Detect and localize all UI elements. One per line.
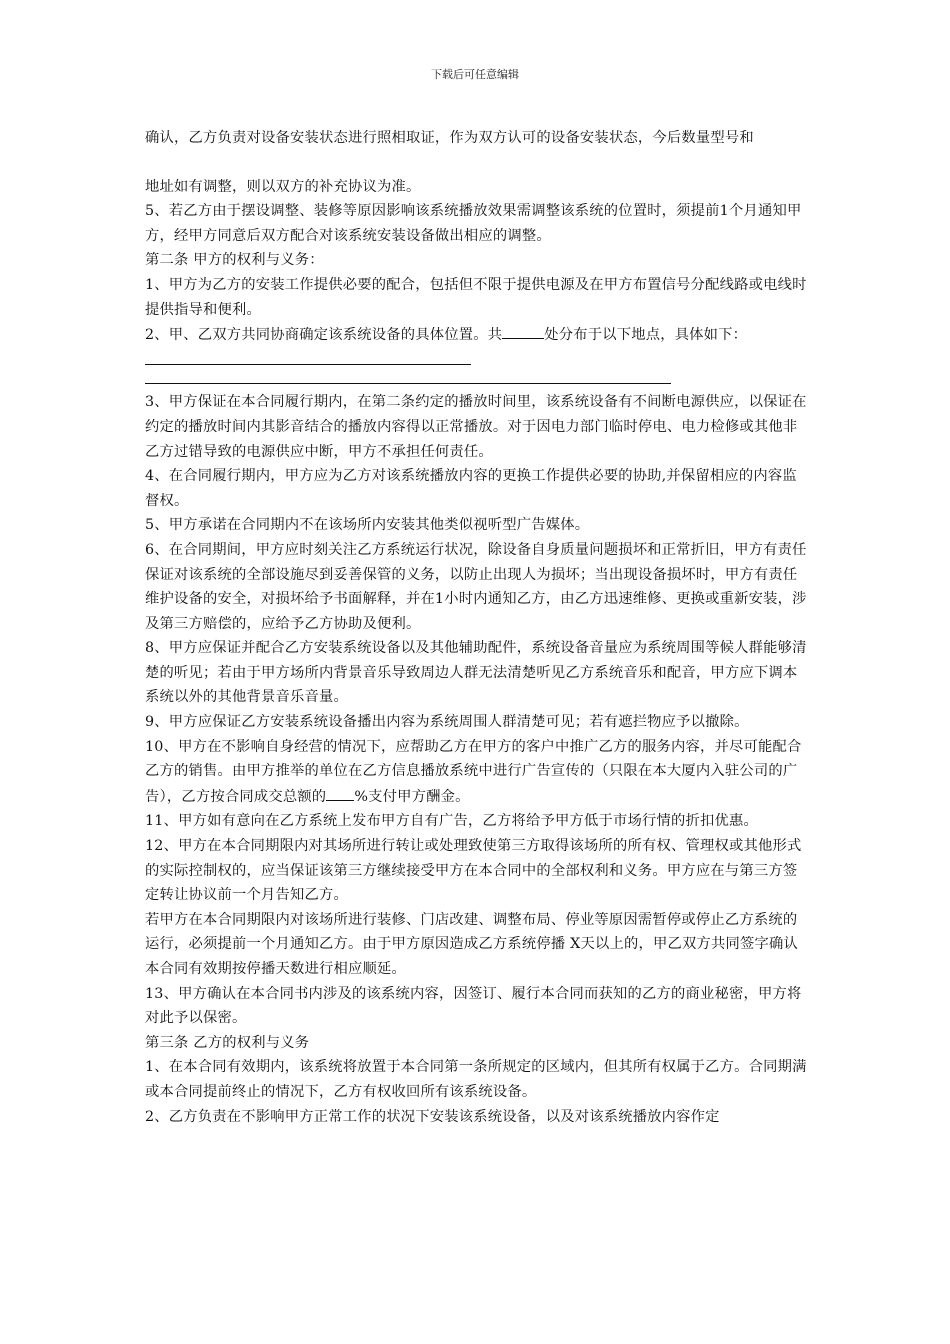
document-body: [145, 126, 810, 1129]
paragraph-clause-2-4: 4、在合同履行期内，甲方应为乙方对该系统播放内容的更换工作提供必要的协助,并保留相应的内容监督权。: [145, 468, 797, 509]
clause-2-2-text-start: 2、甲、乙双方共同协商确定该系统设备的具体位置。共: [145, 327, 503, 344]
clause-2-2-text-end: 处分布于以下地点，具体如下：: [544, 327, 748, 344]
paragraph-clause-2-12: 12、甲方在本合同期限内对其场所进行转让或处理致使第三方取得该场所的所有权、管理权或其他形式的实际控制权的，应当保证该第三方继续接受甲方在本合同中的全部权利和义务。甲方应在与第三方签定转让协议前一个月告知乙方。: [145, 838, 802, 904]
paragraph-clause-2-1: 1、甲方为乙方的安装工作提供必要的配合，包括但不限于提供电源及在甲方布置信号分配线路或电线时提供指导和便利。: [145, 276, 807, 318]
paragraph-address-adjustment: 地址如有调整，则以双方的补充协议为准。: [145, 178, 421, 195]
paragraph-renovation-notice: 若甲方在本合同期限内对该场所进行装修、门店改建、调整布局、停业等原因需暂停或停止乙方系统的运行，必须提前一个月通知乙方。由于甲方原因造成乙方系统停播 X天以上的，甲乙双方共同签字确认本合同有效期按停播天数进行相应顺延。: [145, 911, 798, 977]
paragraph-clause-2-2: [145, 322, 810, 373]
paragraph-clause-2-8: 8、甲方应保证并配合乙方安装系统设备以及其他辅助配件，系统设备音量应为系统周围等候人群能够清楚的听见；若由于甲方场所内背景音乐导致周边人群无法清楚听见乙方系统音乐和配音，甲方应下调本系统以外的其他背景音乐音量。: [145, 640, 807, 706]
paragraph-clause-2-6: 6、在合同期间，甲方应时刻关注乙方系统运行状况，除设备自身质量问题损坏和正常折旧，甲方有责任保证对该系统的全部设施尽到妥善保管的义务，以防止出现人为损坏；当出现设备损坏时，甲方有责任维护设备的安全，对损坏给予书面解释，并在1小时内通知乙方，由乙方迅速维修、更换或重新安装，涉及第三方赔偿的，应给予乙方协助及便利。: [145, 541, 807, 632]
location-detail-blank: [145, 348, 471, 365]
paragraph-clause-3-1: 1、在本合同有效期内，该系统将放置于本合同第一条所规定的区域内，但其所有权属于乙方。合同期满或本合同提前终止的情况下，乙方有权收回所有该系统设备。: [145, 1059, 807, 1100]
paragraph-clause-2-13: 13、甲方确认在本合同书内涉及的该系统内容，因签订、履行本合同而获知的乙方的商业秘密，甲方将对此予以保密。: [145, 985, 802, 1027]
location-count-blank: [502, 322, 544, 339]
paragraph-confirmation: 确认，乙方负责对设备安装状态进行照相取证，作为双方认可的设备安装状态，今后数量型号和: [145, 130, 754, 146]
paragraph-clause-1-5: 5、若乙方由于摆设调整、装修等原因影响该系统播放效果需调整该系统的位置时，须提前1个月通知甲方，经甲方同意后双方配合对该系统安装设备做出相应的调整。: [145, 203, 802, 244]
paragraph-clause-3-2: 2、乙方负责在不影响甲方正常工作的状况下安装该系统设备，以及对该系统播放内容作定: [145, 1108, 720, 1125]
section-heading-article-3: 第三条 乙方的权利与义务: [145, 1034, 310, 1051]
paragraph-clause-2-5: 5、甲方承诺在合同期内不在该场所内安装其他类似视听型广告媒体。: [145, 517, 590, 534]
clause-2-10-text-end: %支付甲方酬金。: [354, 788, 470, 805]
fill-in-line: [145, 373, 671, 384]
section-heading-article-2: 第二条 甲方的权利与义务：: [145, 252, 324, 269]
paragraph-clause-2-3: 3、甲方保证在本合同履行期内，在第二条约定的播放时间里，该系统设备有不间断电源供应，以保证在约定的播放时间内其影音结合的播放内容得以正常播放。对于因电力部门临时停电、电力检修或其他非乙方过错导致的电源供应中断，甲方不承担任何责任。: [145, 394, 807, 460]
page-header: 下载后可任意编辑: [431, 68, 519, 81]
paragraph-clause-2-9: 9、甲方应保证乙方安装系统设备播出内容为系统周围人群清楚可见；若有遮拦物应予以撤除。: [145, 714, 749, 731]
paragraph-clause-2-10: [145, 735, 810, 810]
commission-percent-blank: [326, 784, 354, 801]
paragraph-clause-2-11: 11、甲方如有意向在乙方系统上发布甲方自有广告，乙方将给予甲方低于市场行情的折扣优惠。: [145, 813, 758, 830]
clause-2-10-text-start: 10、甲方在不影响自身经营的情况下，应帮助乙方在甲方的客户中推广乙方的服务内容，并尽可能配合乙方的销售。由甲方推举的单位在乙方信息播放系统中进行广告宣传的（只限在本大厦内入驻公司的广告），乙方按合同成交总额的: [145, 738, 802, 805]
